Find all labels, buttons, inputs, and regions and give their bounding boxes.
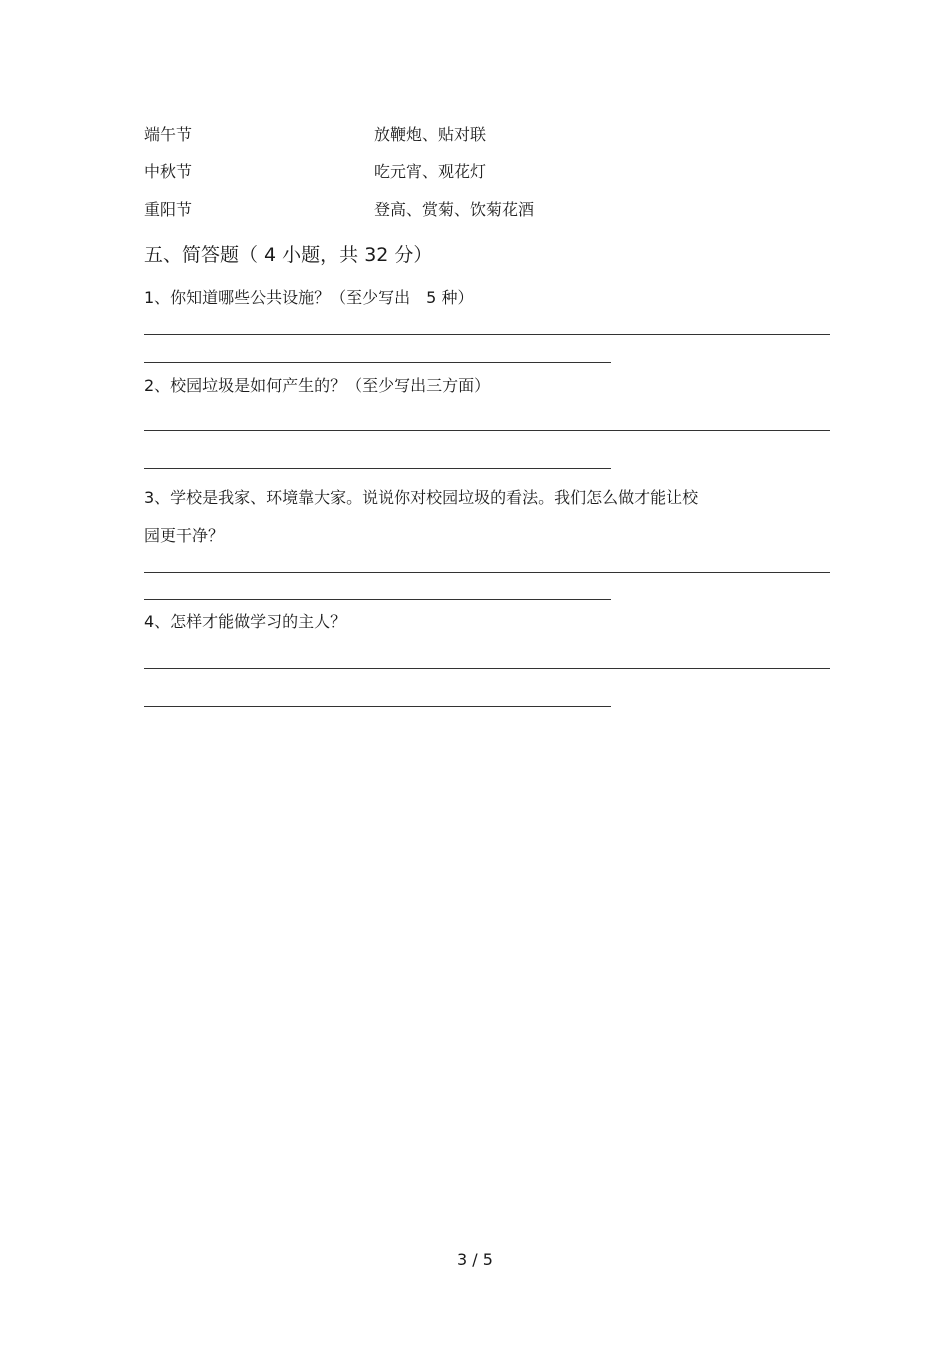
question-4: 4、怎样才能做学习的主人？: [144, 612, 347, 631]
answer-line[interactable]: [144, 430, 830, 431]
question-1: 1、你知道哪些公共设施？（至少写出 5 种）: [144, 288, 474, 307]
section-title: 五、简答题（ 4 小题，共 32 分）: [144, 244, 433, 266]
answer-line[interactable]: [144, 706, 611, 707]
question-3-line-1: 3、学校是我家、环境靠大家。说说你对校园垃圾的看法。我们怎么做才能让校: [144, 488, 699, 507]
festival-label: 重阳节: [144, 200, 193, 219]
answer-line[interactable]: [144, 572, 830, 573]
page-number: 3 / 5: [457, 1250, 493, 1269]
festival-label: 端午节: [144, 125, 193, 144]
answer-line[interactable]: [144, 468, 611, 469]
answer-line[interactable]: [144, 362, 611, 363]
custom-label: 登高、赏菊、饮菊花酒: [374, 200, 535, 219]
custom-label: 放鞭炮、贴对联: [374, 125, 487, 144]
question-3-line-2: 园更干净？: [144, 526, 225, 545]
festival-label: 中秋节: [144, 162, 193, 181]
answer-line[interactable]: [144, 334, 830, 335]
custom-label: 吃元宵、观花灯: [374, 162, 487, 181]
answer-line[interactable]: [144, 668, 830, 669]
question-2: 2、校园垃圾是如何产生的？（至少写出三方面）: [144, 376, 491, 395]
answer-line[interactable]: [144, 599, 611, 600]
